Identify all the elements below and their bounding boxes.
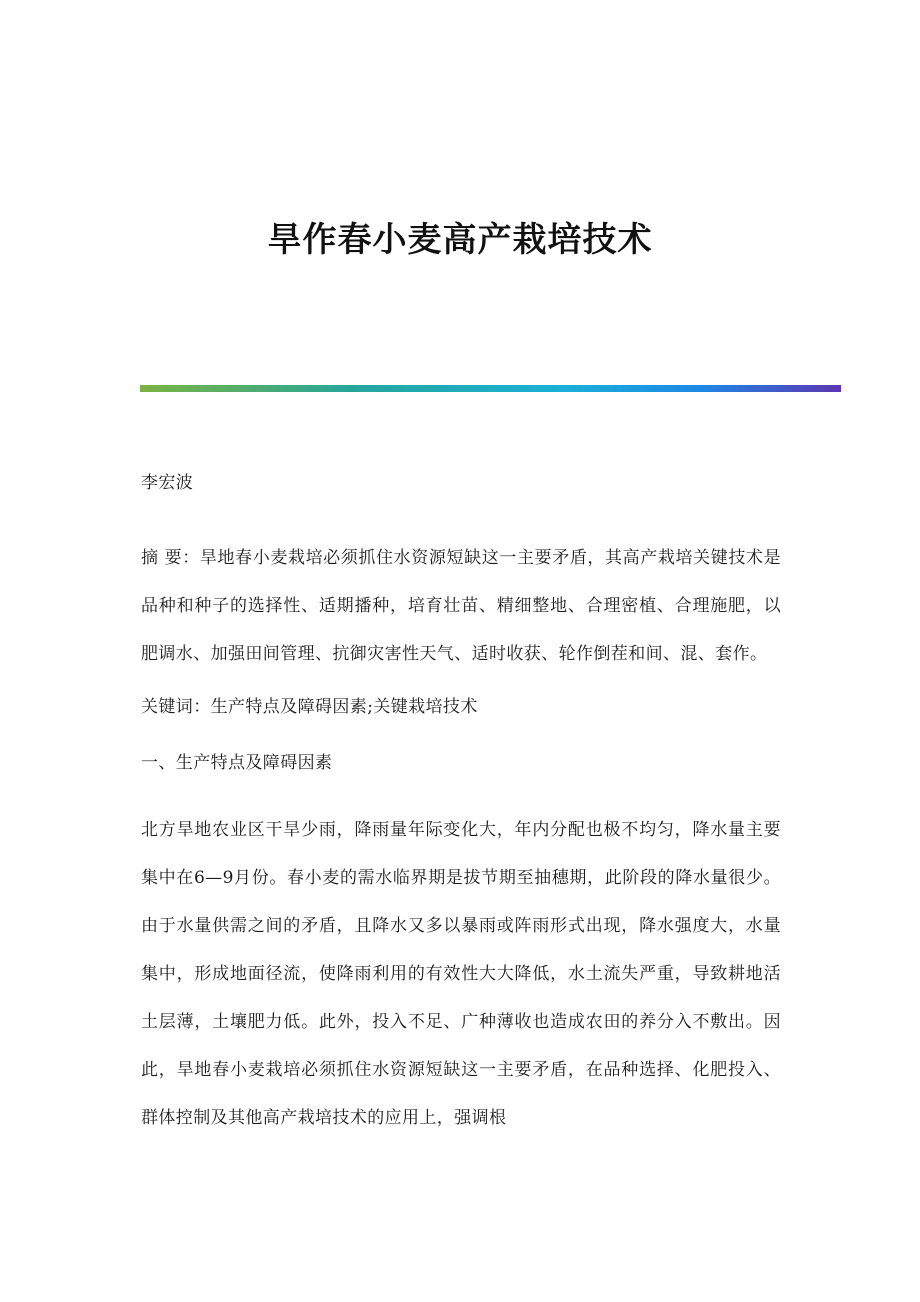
keywords-line: 关键词：生产特点及障碍因素;关键栽培技术 xyxy=(141,697,478,717)
section-heading: 一、生产特点及障碍因素 xyxy=(141,753,333,773)
document-title: 旱作春小麦高产栽培技术 xyxy=(267,220,653,260)
gradient-divider xyxy=(140,385,841,392)
body-paragraph: 北方旱地农业区干旱少雨，降雨量年际变化大，年内分配也极不均匀，降水量主要集中在6—9月份。春小麦的需水临界期是拔节期至抽穗期，此阶段的降水量很少。由于水量供需之间的矛盾，且降水又多以暴雨或阵雨形式出现，降水强度大，水量集中，形成地面径流，使降雨利用的有效性大大降低，水土流失严重，导致耕地活土层薄，土壤肥力低。此外，投入不足、广种薄收也造成农田的养分入不敷出。因此，旱地春小麦栽培必须抓住水资源短缺这一主要矛盾，在品种选择、化肥投入、群体控制及其他高产栽培技术的应用上，强调根 xyxy=(141,820,781,1128)
document-body xyxy=(141,468,781,1142)
author-name: 李宏波 xyxy=(141,473,194,493)
abstract-paragraph: 摘 要：旱地春小麦栽培必须抓住水资源短缺这一主要矛盾，其高产栽培关键技术是品种和种子的选择性、适期播种，培育壮苗、精细整地、合理密植、合理施肥，以肥调水、加强田间管理、抗御灾害性天气、适时收获、轮作倒茬和间、混、套作。 xyxy=(141,548,781,664)
